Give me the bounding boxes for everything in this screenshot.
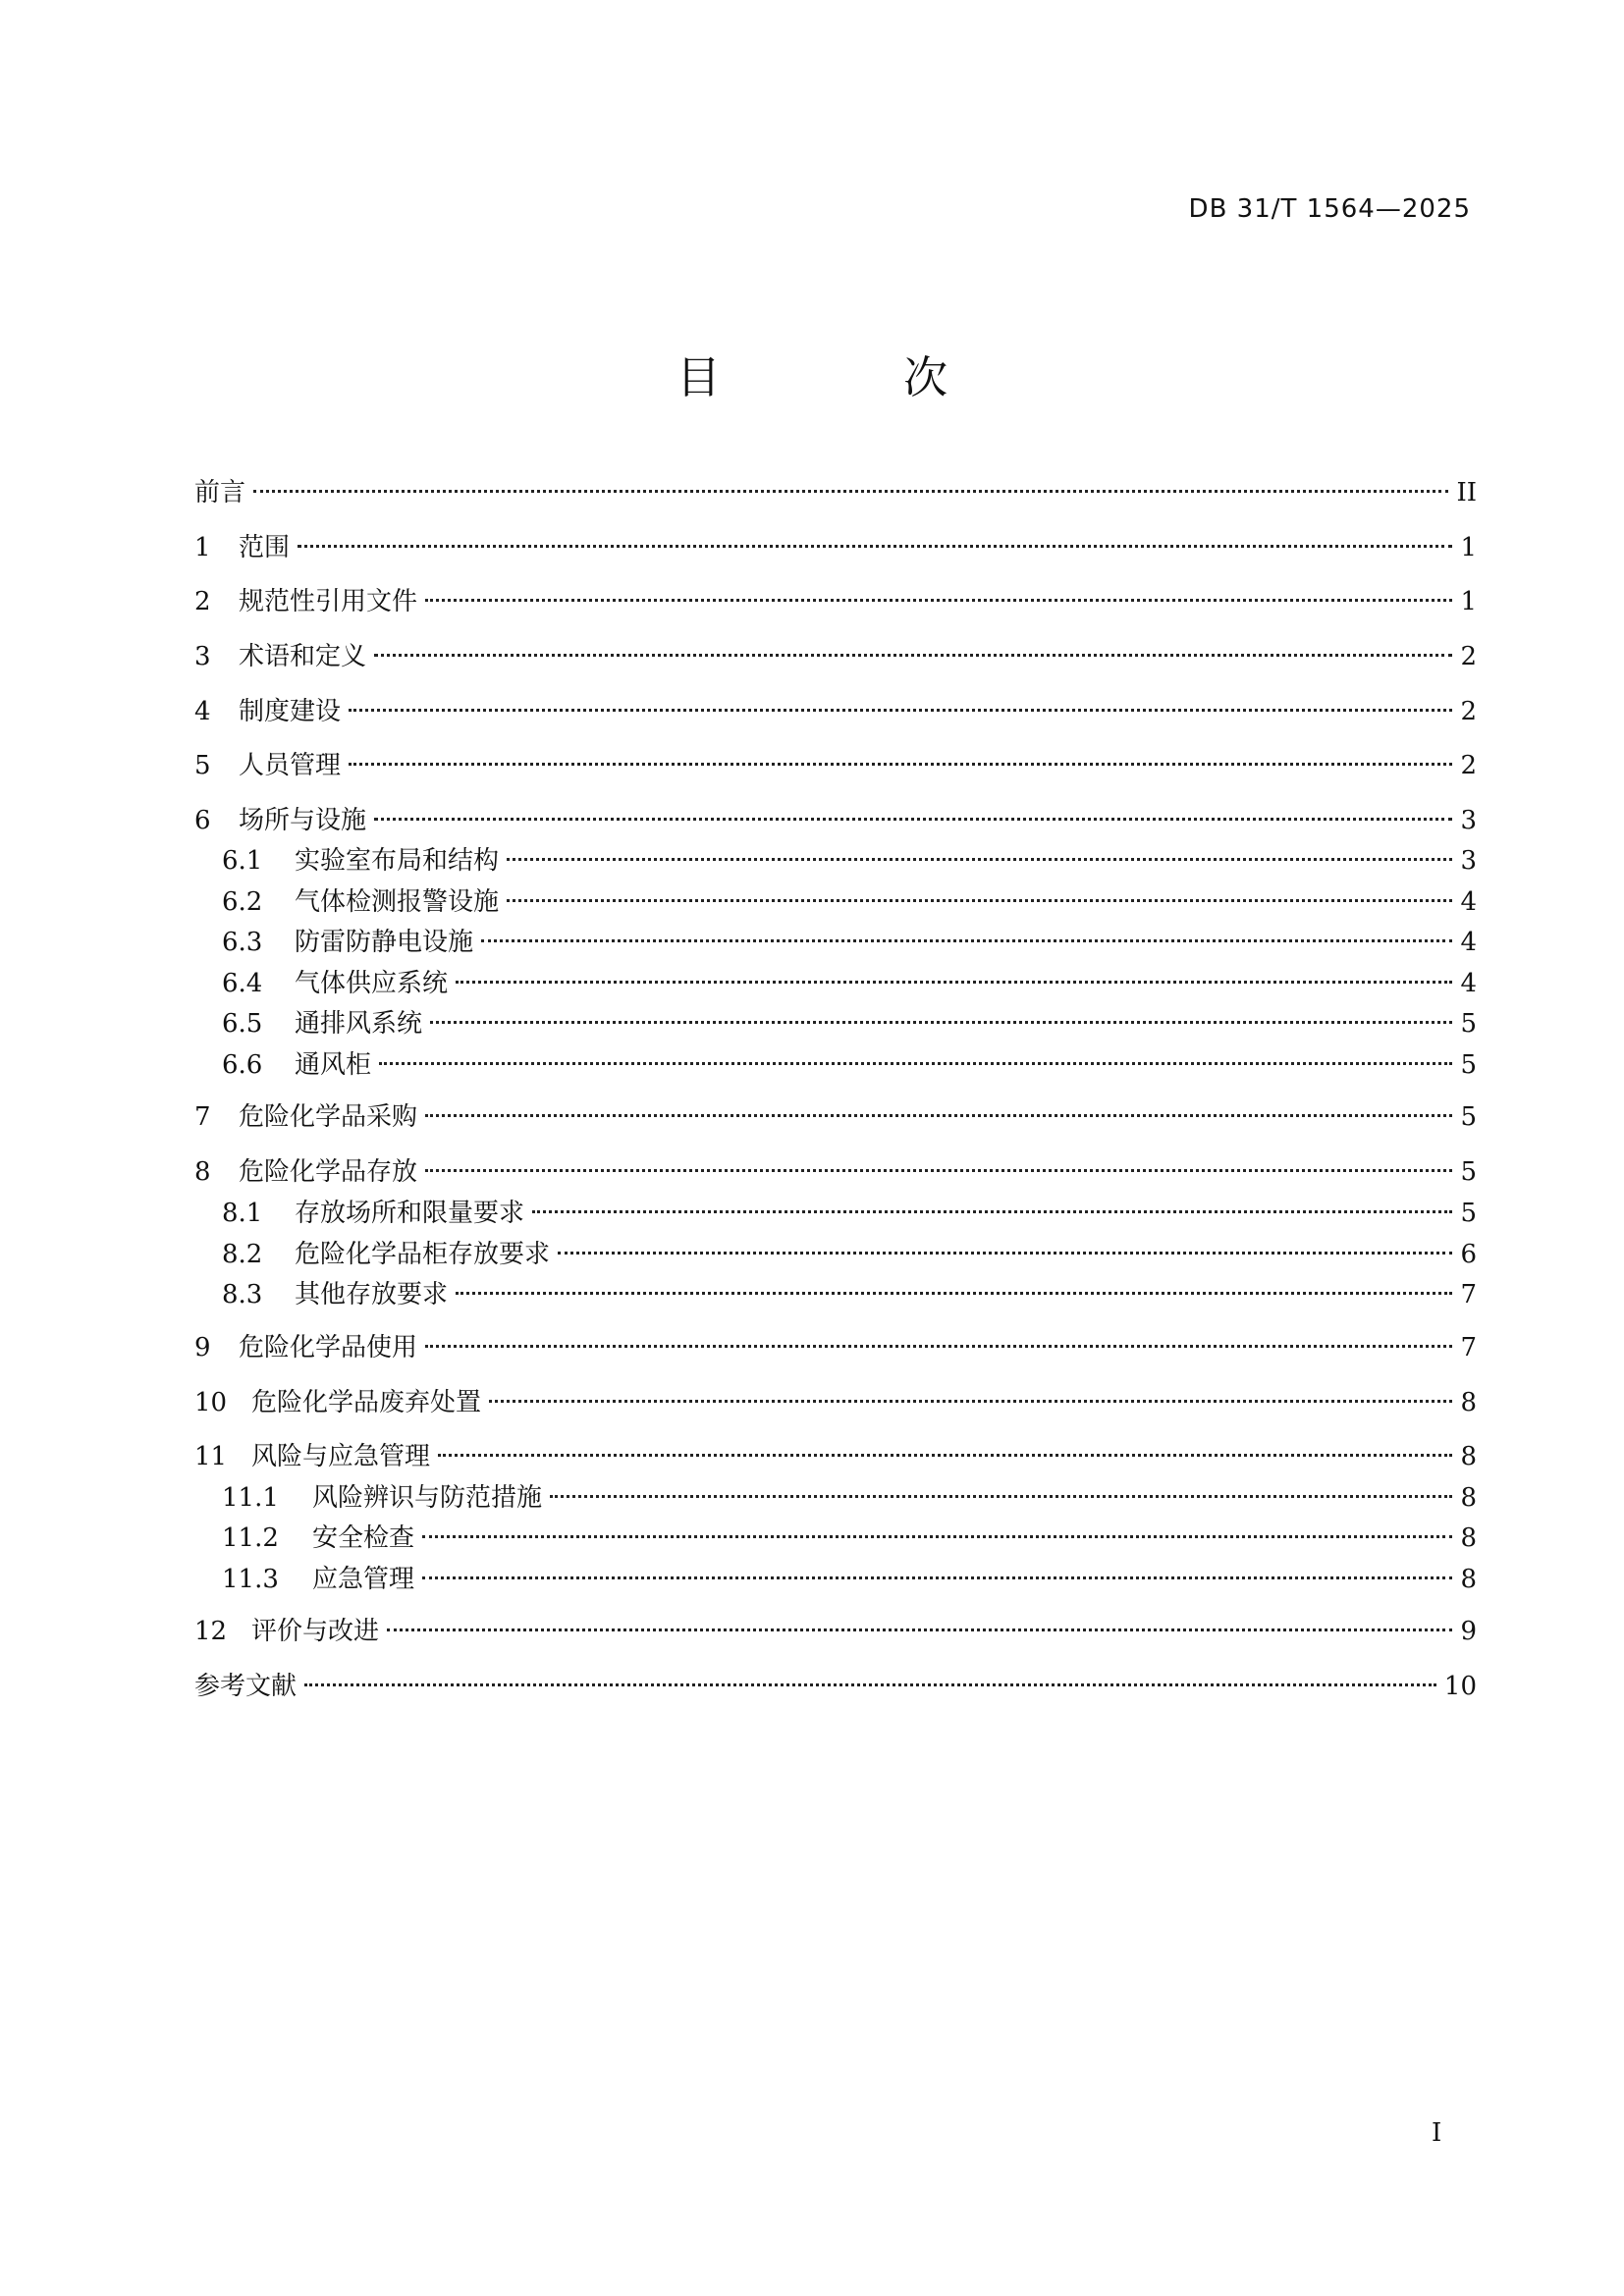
toc-entry-number: 8.1 [222, 1199, 263, 1228]
toc-entry-label: 其他存放要求 [295, 1280, 449, 1309]
toc-entry-page: 9 [1460, 1617, 1477, 1646]
toc-dot-leader [425, 1114, 1452, 1117]
toc-entry-page: 10 [1443, 1672, 1477, 1701]
toc-entry-label: 术语和定义 [239, 642, 367, 671]
toc-dot-leader [425, 1345, 1452, 1348]
toc-dot-leader [456, 981, 1452, 984]
toc-dot-leader [374, 654, 1452, 657]
toc-entry-number: 6.2 [222, 887, 263, 917]
toc-entry-label: 风险与应急管理 [251, 1442, 431, 1471]
toc-entry-number: 6.6 [222, 1050, 263, 1080]
toc-dot-leader [430, 1021, 1452, 1024]
toc-dot-leader [387, 1629, 1452, 1631]
toc-entry[interactable] [222, 925, 1477, 960]
toc-entry-page: 2 [1460, 642, 1477, 671]
toc-entry-label: 气体供应系统 [295, 969, 449, 998]
toc-entry-page: 8 [1460, 1388, 1477, 1417]
toc-entry-page: II [1456, 478, 1477, 507]
toc-entry-number: 3 [194, 642, 211, 671]
toc-entry-page: 8 [1460, 1565, 1477, 1594]
toc-entry[interactable] [194, 748, 1477, 783]
toc-entry[interactable] [222, 1047, 1477, 1083]
toc-dot-leader [532, 1210, 1452, 1213]
toc-entry-label: 防雷防静电设施 [295, 928, 474, 957]
toc-entry-label: 参考文献 [194, 1672, 298, 1701]
toc-entry-label: 危险化学品采购 [239, 1102, 418, 1132]
toc-entry-label: 通排风系统 [295, 1009, 423, 1039]
toc-dot-leader [374, 818, 1452, 821]
toc-dot-leader [349, 709, 1452, 712]
toc-entry-number: 5 [194, 751, 211, 780]
toc-entry[interactable] [194, 1669, 1477, 1704]
toc-entry-label: 范围 [239, 533, 291, 562]
toc-entry-label: 风险辨识与防范措施 [312, 1483, 543, 1513]
toc-dot-leader [422, 1576, 1452, 1579]
toc-entry[interactable] [222, 843, 1477, 879]
toc-entry-number: 6.4 [222, 969, 263, 998]
toc-entry[interactable] [222, 884, 1477, 920]
toc-entry[interactable] [194, 1154, 1477, 1190]
toc-entry-label: 规范性引用文件 [239, 587, 418, 616]
toc-dot-leader [425, 1169, 1452, 1172]
toc-entry[interactable] [194, 1385, 1477, 1420]
toc-dot-leader [379, 1062, 1452, 1065]
toc-entry-page: 3 [1460, 806, 1477, 835]
toc-entry[interactable] [194, 1330, 1477, 1365]
toc-entry[interactable] [194, 530, 1477, 565]
toc-entry-label: 通风柜 [295, 1050, 372, 1080]
toc-entry-page: 8 [1460, 1523, 1477, 1553]
toc-entry-number: 6.3 [222, 928, 263, 957]
toc-entry-label: 危险化学品存放 [239, 1157, 418, 1187]
toc-entry[interactable] [222, 1237, 1477, 1272]
toc-entry[interactable] [222, 1480, 1477, 1516]
toc-entry-number: 11.2 [222, 1523, 279, 1553]
toc-entry-number: 2 [194, 587, 211, 616]
toc-dot-leader [507, 858, 1452, 861]
page-number: I [1432, 2118, 1442, 2148]
toc-dot-leader [550, 1495, 1452, 1498]
toc-entry-page: 5 [1460, 1050, 1477, 1080]
toc-entry-label: 安全检查 [312, 1523, 415, 1553]
toc-entry-number: 11 [194, 1442, 228, 1471]
toc-entry[interactable] [194, 639, 1477, 674]
toc-entry[interactable] [222, 1006, 1477, 1041]
toc-entry-label: 危险化学品柜存放要求 [295, 1240, 551, 1269]
toc-entry-number: 12 [194, 1617, 228, 1646]
toc-entry[interactable] [194, 475, 1477, 510]
toc-entry-page: 8 [1460, 1483, 1477, 1513]
toc-entry-page: 6 [1460, 1240, 1477, 1269]
toc-entry-label: 实验室布局和结构 [295, 846, 500, 876]
toc-entry-label: 危险化学品使用 [239, 1333, 418, 1362]
toc-dot-leader [456, 1292, 1452, 1295]
toc-entry-label: 危险化学品废弃处置 [251, 1388, 482, 1417]
toc-entry-page: 3 [1460, 846, 1477, 876]
toc-entry-number: 6.1 [222, 846, 263, 876]
toc-entry-page: 5 [1460, 1199, 1477, 1228]
toc-entry[interactable] [222, 1196, 1477, 1231]
toc-entry-page: 1 [1460, 533, 1477, 562]
toc-dot-leader [481, 939, 1452, 942]
toc-entry[interactable] [222, 1562, 1477, 1597]
toc-entry-number: 11.3 [222, 1565, 279, 1594]
toc-entry-number: 11.1 [222, 1483, 279, 1513]
toc-entry-number: 8 [194, 1157, 211, 1187]
document-code: DB 31/T 1564—2025 [1188, 194, 1471, 224]
toc-entry-label: 评价与改进 [251, 1617, 380, 1646]
toc-dot-leader [298, 545, 1452, 548]
page-title: 目 次 [676, 351, 1033, 403]
toc-entry-label: 气体检测报警设施 [295, 887, 500, 917]
toc-dot-leader [253, 490, 1448, 493]
toc-entry-number: 6 [194, 806, 211, 835]
toc-entry-number: 7 [194, 1102, 211, 1132]
toc-dot-leader [425, 599, 1452, 602]
toc-entry-number: 8.3 [222, 1280, 263, 1309]
toc-entry-page: 5 [1460, 1009, 1477, 1039]
toc-entry-page: 7 [1460, 1280, 1477, 1309]
toc-dot-leader [422, 1535, 1452, 1538]
toc-entry-label: 前言 [194, 478, 246, 507]
toc-entry-number: 6.5 [222, 1009, 263, 1039]
toc-dot-leader [349, 763, 1452, 766]
toc-entry[interactable] [194, 584, 1477, 619]
toc-entry-number: 10 [194, 1388, 228, 1417]
toc-entry-label: 存放场所和限量要求 [295, 1199, 525, 1228]
toc-entry[interactable] [194, 1614, 1477, 1649]
toc-entry-page: 8 [1460, 1442, 1477, 1471]
toc-entry-number: 1 [194, 533, 211, 562]
toc-entry-label: 应急管理 [312, 1565, 415, 1594]
toc-entry-number: 8.2 [222, 1240, 263, 1269]
toc-entry-page: 2 [1460, 751, 1477, 780]
toc-dot-leader [438, 1454, 1452, 1457]
toc-dot-leader [507, 899, 1452, 902]
toc-entry-page: 7 [1460, 1333, 1477, 1362]
toc-entry-page: 4 [1460, 969, 1477, 998]
toc-entry-label: 人员管理 [239, 751, 342, 780]
toc-dot-leader [558, 1252, 1452, 1255]
toc-entry-page: 1 [1460, 587, 1477, 616]
toc-entry[interactable] [194, 1099, 1477, 1135]
toc-entry[interactable] [194, 694, 1477, 729]
toc-entry-page: 4 [1460, 928, 1477, 957]
toc-entry[interactable] [194, 803, 1477, 838]
toc-entry-page: 5 [1460, 1102, 1477, 1132]
toc-dot-leader [489, 1400, 1452, 1403]
toc-entry[interactable] [222, 966, 1477, 1001]
toc-entry-page: 2 [1460, 697, 1477, 726]
toc-entry[interactable] [222, 1521, 1477, 1556]
toc-entry-page: 5 [1460, 1157, 1477, 1187]
toc-entry[interactable] [222, 1277, 1477, 1312]
toc-entry-number: 9 [194, 1333, 211, 1362]
toc-dot-leader [304, 1683, 1436, 1686]
toc-entry-number: 4 [194, 697, 211, 726]
toc-entry-page: 4 [1460, 887, 1477, 917]
toc-entry-label: 制度建设 [239, 697, 342, 726]
toc-entry[interactable] [194, 1439, 1477, 1474]
toc-entry-label: 场所与设施 [239, 806, 367, 835]
